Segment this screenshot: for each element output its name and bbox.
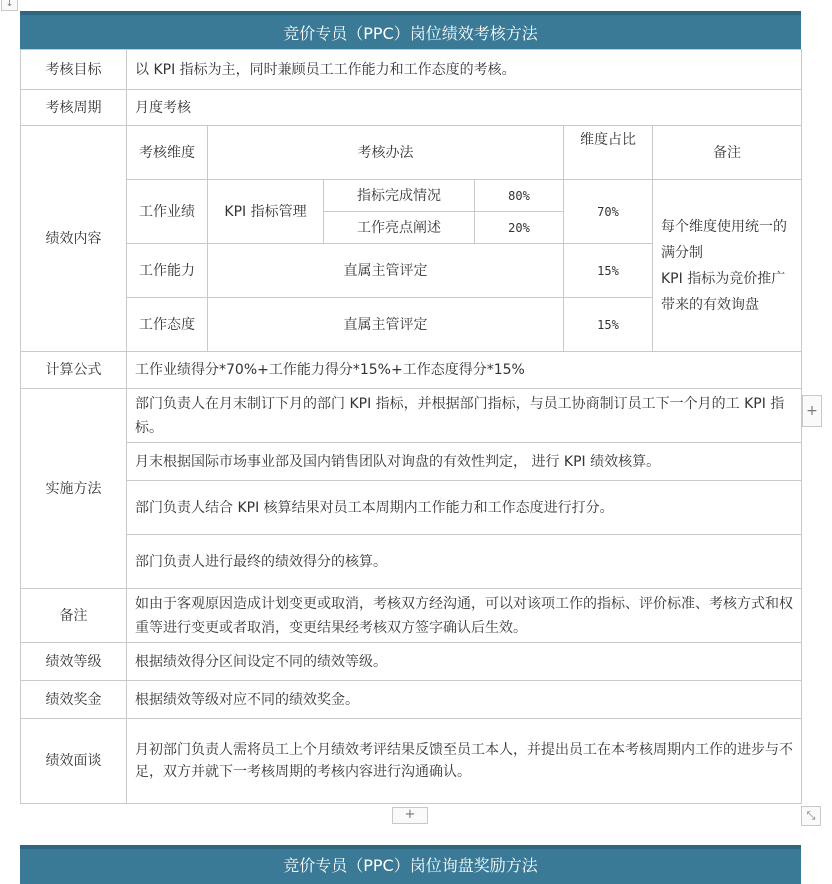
table-anchor-marker[interactable]: ↓ — [1, 0, 18, 11]
performance-item-pct[interactable]: 20% — [475, 212, 564, 244]
row-interview — [21, 719, 802, 804]
remark-label: 备注 — [21, 589, 127, 643]
goal-value[interactable]: 以 KPI 指标为主，同时兼顾员工工作能力和工作态度的考核。 — [127, 50, 802, 90]
content-note-line: KPI 指标为竞价推广带来的有效询盘 — [661, 270, 786, 313]
bonus-label: 绩效奖金 — [21, 681, 127, 719]
second-table-title: 竞价专员（PPC）岗位询盘奖励方法 — [20, 845, 801, 884]
table-title: 竞价专员（PPC）岗位绩效考核方法 — [20, 11, 801, 49]
row-goal — [21, 50, 802, 90]
row-performance-1 — [21, 180, 802, 212]
formula-value[interactable]: 工作业绩得分*70%+工作能力得分*15%+工作态度得分*15% — [127, 352, 802, 389]
row-formula — [21, 352, 802, 389]
implementation-step[interactable]: 月末根据国际市场事业部及国内销售团队对询盘的有效性判定， 进行 KPI 绩效核算。 — [127, 443, 802, 481]
bonus-value[interactable]: 根据绩效等级对应不同的绩效奖金。 — [127, 681, 802, 719]
period-value[interactable]: 月度考核 — [127, 90, 802, 126]
implementation-step[interactable]: 部门负责人进行最终的绩效得分的核算。 — [127, 535, 802, 589]
performance-weight[interactable]: 70% — [564, 180, 653, 244]
implementation-step[interactable]: 部门负责人结合 KPI 核算结果对员工本周期内工作能力和工作态度进行打分。 — [127, 481, 802, 535]
formula-label: 计算公式 — [21, 352, 127, 389]
header-method[interactable]: 考核办法 — [208, 126, 564, 180]
performance-dimension[interactable]: 工作业绩 — [127, 180, 208, 244]
content-note-line: 每个维度使用统一的满分制 — [661, 218, 787, 261]
attitude-dimension[interactable]: 工作态度 — [127, 298, 208, 352]
content-note[interactable] — [653, 180, 802, 352]
remark-value[interactable]: 如由于客观原因造成计划变更或取消，考核双方经沟通，可以对该项工作的指标、评价标准、考核方式和权重等进行变更或者取消，变更结果经考核双方签字确认后生效。 — [127, 589, 802, 643]
ability-dimension[interactable]: 工作能力 — [127, 244, 208, 298]
performance-item-name[interactable]: 工作亮点阐述 — [324, 212, 475, 244]
add-row-button[interactable]: + — [392, 807, 428, 824]
interview-label: 绩效面谈 — [21, 719, 127, 804]
attitude-weight[interactable]: 15% — [564, 298, 653, 352]
implementation-label: 实施方法 — [21, 389, 127, 589]
row-period — [21, 90, 802, 126]
row-impl-4 — [21, 535, 802, 589]
period-label: 考核周期 — [21, 90, 127, 126]
kpi-method-table — [20, 49, 802, 804]
header-note[interactable]: 备注 — [653, 126, 802, 180]
row-content-header — [21, 126, 802, 180]
row-grade — [21, 643, 802, 681]
row-impl-2 — [21, 443, 802, 481]
implementation-step[interactable]: 部门负责人在月末制订下月的部门 KPI 指标，并根据部门指标，与员工协商制订员工下一个月的工 KPI 指标。 — [127, 389, 802, 443]
ability-method[interactable]: 直属主管评定 — [208, 244, 564, 298]
ability-weight[interactable]: 15% — [564, 244, 653, 298]
performance-item-name[interactable]: 指标完成情况 — [324, 180, 475, 212]
add-column-button[interactable]: + — [802, 395, 822, 427]
row-remark — [21, 589, 802, 643]
table-resize-handle[interactable]: ⤡ — [801, 806, 821, 826]
performance-item-pct[interactable]: 80% — [475, 180, 564, 212]
header-weight[interactable]: 维度占比 — [564, 126, 653, 180]
content-label: 绩效内容 — [21, 126, 127, 352]
grade-value[interactable]: 根据绩效得分区间设定不同的绩效等级。 — [127, 643, 802, 681]
row-bonus — [21, 681, 802, 719]
goal-label: 考核目标 — [21, 50, 127, 90]
interview-value[interactable]: 月初部门负责人需将员工上个月绩效考评结果反馈至员工本人，并提出员工在本考核周期内工作的进步与不足，双方并就下一考核周期的考核内容进行沟通确认。 — [127, 719, 802, 804]
row-impl-3 — [21, 481, 802, 535]
performance-method[interactable]: KPI 指标管理 — [208, 180, 324, 244]
header-dimension[interactable]: 考核维度 — [127, 126, 208, 180]
attitude-method[interactable]: 直属主管评定 — [208, 298, 564, 352]
row-impl-1 — [21, 389, 802, 443]
kpi-table-container — [20, 11, 801, 804]
grade-label: 绩效等级 — [21, 643, 127, 681]
